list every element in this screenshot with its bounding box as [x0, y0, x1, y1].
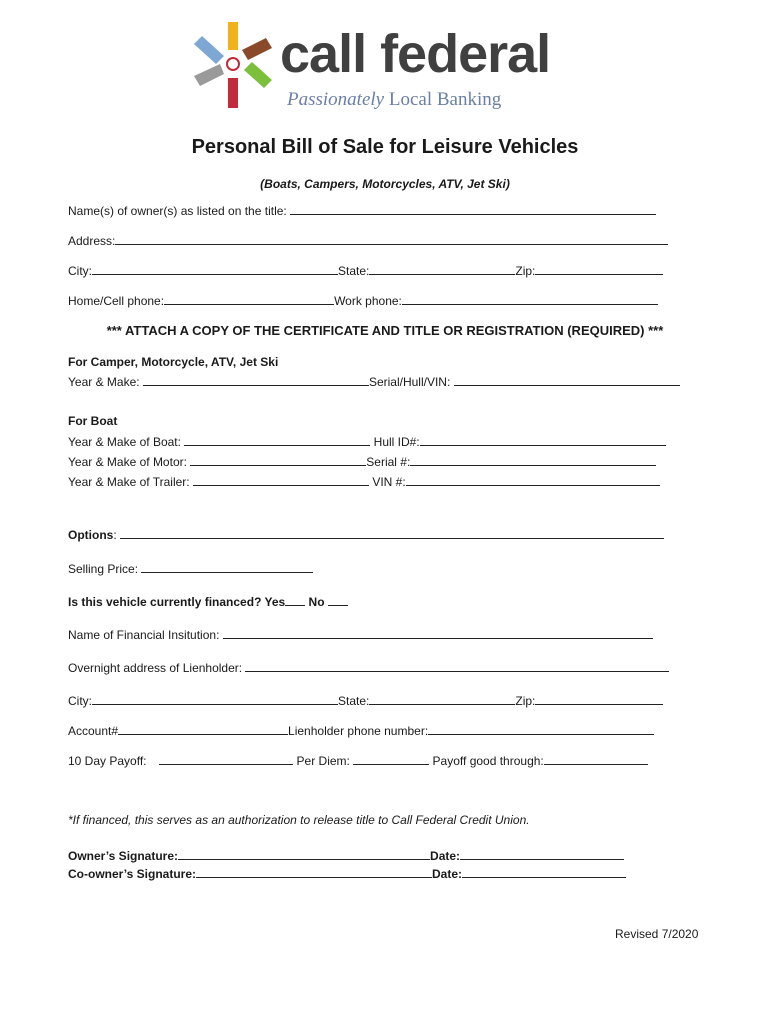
hull-id-label: Hull ID#:: [373, 435, 420, 449]
state-label: State:: [338, 264, 370, 278]
year-make-motor-field[interactable]: [190, 453, 366, 466]
city-state-zip-row: [68, 262, 663, 278]
address-label: Address:: [68, 234, 116, 248]
account-field[interactable]: [118, 722, 288, 735]
owner-date-label: Date:: [430, 849, 461, 863]
owner-signature-label: Owner’s Signature:: [68, 849, 179, 863]
serial-hull-vin-label: Serial/Hull/VIN:: [368, 375, 451, 389]
financial-institution-row: [68, 626, 653, 642]
coowner-signature-row: [68, 865, 626, 881]
owner-names-field[interactable]: [290, 202, 656, 215]
selling-price-label: Selling Price:: [68, 562, 139, 576]
financed-row: [68, 593, 348, 609]
city-field[interactable]: [92, 262, 338, 275]
work-phone-field[interactable]: [402, 292, 658, 305]
owner-names-row: [68, 202, 656, 218]
per-diem-field[interactable]: [353, 752, 429, 765]
revision-date: Revised 7/2020: [615, 927, 699, 941]
financial-institution-field[interactable]: [223, 626, 653, 639]
owner-signature-field[interactable]: [178, 847, 430, 860]
payoff-row: [68, 752, 648, 768]
address-row: [68, 232, 668, 248]
overnight-address-label: Overnight address of Lienholder:: [68, 661, 243, 675]
brand-tagline: [287, 89, 501, 111]
account-label: Account#: [68, 724, 119, 738]
hull-id-field[interactable]: [420, 433, 666, 446]
motor-row: [68, 453, 656, 469]
lien-zip-label: Zip:: [515, 694, 536, 708]
serial-field[interactable]: [410, 453, 656, 466]
serial-hull-vin-field[interactable]: [454, 373, 680, 386]
overnight-address-row: [68, 659, 669, 675]
zip-label: Zip:: [515, 264, 536, 278]
year-make-trailer-field[interactable]: [193, 473, 369, 486]
year-make-label: Year & Make:: [68, 375, 140, 389]
financed-yes-field[interactable]: [285, 593, 305, 606]
financed-question: Is this vehicle currently financed? Yes: [68, 595, 286, 609]
coowner-date-label: Date:: [432, 867, 463, 881]
work-phone-label: Work phone:: [334, 294, 402, 308]
overnight-address-field[interactable]: [245, 659, 669, 672]
lien-city-field[interactable]: [92, 692, 338, 705]
tagline-italic: Passionately: [287, 89, 385, 110]
camper-year-make-row: [68, 373, 680, 389]
state-field[interactable]: [369, 262, 515, 275]
lien-state-label: State:: [338, 694, 370, 708]
attach-notice: *** ATTACH A COPY OF THE CERTIFICATE AND TITLE OR REGISTRATION (REQUIRED) ***: [106, 323, 664, 338]
owner-names-label: Name(s) of owner(s) as listed on the title:: [68, 204, 287, 218]
payoff-good-label: Payoff good through:: [429, 754, 544, 768]
payoff-good-field[interactable]: [544, 752, 648, 765]
page-subtitle: (Boats, Campers, Motorcycles, ATV, Jet Ski): [260, 177, 510, 191]
owner-signature-row: [68, 847, 624, 863]
year-make-motor-label: Year & Make of Motor:: [68, 455, 187, 469]
financial-institution-label: Name of Financial Insitution:: [68, 628, 220, 642]
coowner-signature-label: Co-owner’s Signature:: [68, 867, 197, 881]
year-make-trailer-label: Year & Make of Trailer:: [68, 475, 190, 489]
serial-label: Serial #:: [366, 455, 411, 469]
lien-city-state-zip-row: [68, 692, 663, 708]
coowner-signature-field[interactable]: [196, 865, 432, 878]
selling-price-row: [68, 560, 313, 576]
lienholder-phone-field[interactable]: [428, 722, 654, 735]
options-field[interactable]: [120, 526, 664, 539]
trailer-row: [68, 473, 660, 489]
owner-date-field[interactable]: [460, 847, 624, 860]
address-field[interactable]: [115, 232, 668, 245]
boat-row: [68, 433, 666, 449]
camper-section-title: For Camper, Motorcycle, ATV, Jet Ski: [68, 355, 279, 369]
options-label: Options: [68, 528, 114, 542]
selling-price-field[interactable]: [141, 560, 313, 573]
lienholder-phone-label: Lienholder phone number:: [288, 724, 429, 738]
home-phone-label: Home/Cell phone:: [68, 294, 165, 308]
coowner-date-field[interactable]: [462, 865, 626, 878]
year-make-field[interactable]: [143, 373, 369, 386]
zip-field[interactable]: [535, 262, 663, 275]
payoff-label: 10 Day Payoff:: [68, 754, 147, 768]
brand-name: call federal: [280, 24, 551, 84]
tagline-rest: Local Banking: [384, 89, 502, 110]
year-make-boat-field[interactable]: [184, 433, 370, 446]
call-federal-logo-icon: [192, 20, 274, 110]
payoff-field[interactable]: [159, 752, 293, 765]
year-make-boat-label: Year & Make of Boat:: [68, 435, 181, 449]
options-row: Options:: [68, 526, 664, 542]
account-row: [68, 722, 654, 738]
lien-city-label: City:: [68, 694, 92, 708]
page-title: Personal Bill of Sale for Leisure Vehicles: [191, 136, 579, 158]
authorization-note: *If financed, this serves as an authorization to release title to Call Federal Credit Union.: [68, 813, 530, 827]
city-label: City:: [68, 264, 92, 278]
vin-label: VIN #:: [372, 475, 406, 489]
financed-no-field[interactable]: [328, 593, 348, 606]
phone-row: [68, 292, 658, 308]
boat-section-title: For Boat: [68, 414, 118, 428]
per-diem-label: Per Diem:: [293, 754, 350, 768]
vin-field[interactable]: [406, 473, 660, 486]
lien-zip-field[interactable]: [535, 692, 663, 705]
lien-state-field[interactable]: [369, 692, 515, 705]
home-phone-field[interactable]: [164, 292, 334, 305]
financed-no-label: No: [305, 595, 328, 609]
